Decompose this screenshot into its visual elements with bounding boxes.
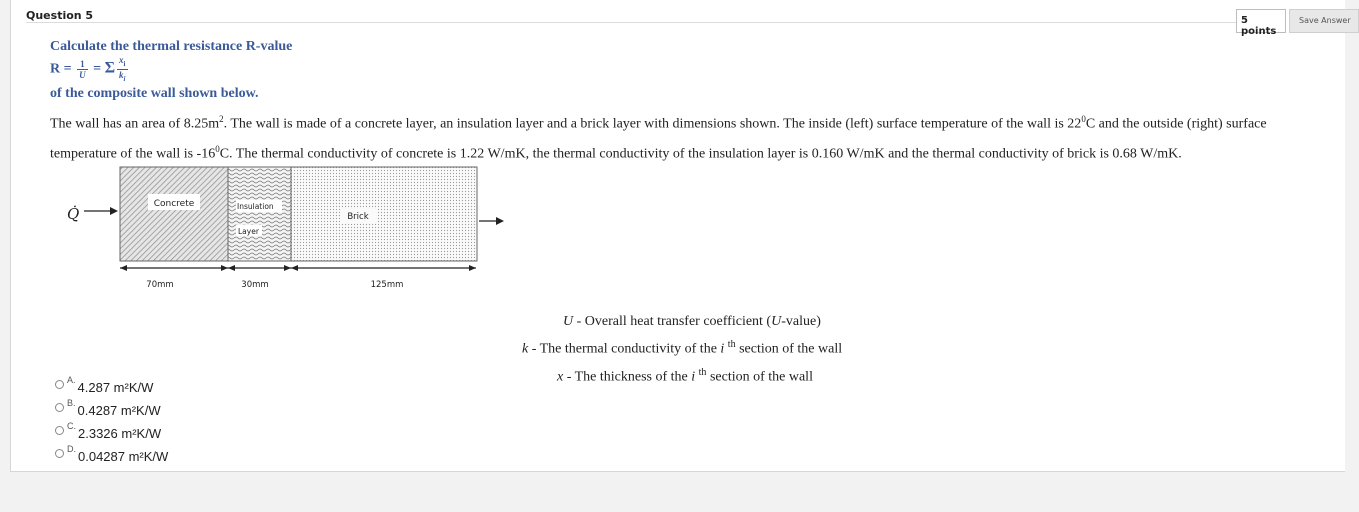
definition-k: k - The thermal conductivity of the i $^{th}$ section of the wall [522, 339, 843, 357]
concrete-layer [120, 167, 228, 261]
insulation-label: Insulation [237, 202, 274, 211]
radio-d[interactable] [55, 449, 64, 458]
choice-c[interactable]: C. 2.3326 m²K/W [55, 419, 168, 442]
r-value-formula: R = $\frac{1}{U}$ = Σ $\frac{x_i}{k_i}$ [50, 55, 126, 83]
definition-u: U - Overall heat transfer coefficient (U-value) [563, 314, 821, 329]
heat-flow-symbol: Q̇ [67, 205, 80, 223]
brick-layer [291, 167, 477, 261]
question-subheading: of the composite wall shown below. [50, 86, 259, 101]
radio-a[interactable] [55, 380, 64, 389]
answer-choices [55, 373, 168, 465]
save-answer-button[interactable]: Save Answer [1289, 9, 1359, 33]
radio-b[interactable] [55, 403, 64, 412]
question-heading: Calculate the thermal resistance R-value [50, 39, 293, 54]
composite-wall-diagram [50, 160, 510, 295]
header-divider [26, 22, 1236, 23]
dim-concrete: 70mm [146, 280, 174, 290]
choice-b[interactable]: B. 0.4287 m²K/W [55, 396, 168, 419]
question-body: The wall has an area of $8.25m^2$. The wall is made of a concrete layer, an insulation layer and a brick layer with dimensions shown. The inside (left) surface temperature of the wall is $22^0C$ and the outside (right) surface temperature of the wall is $-16^0C$. The thermal conductivity of concrete is 1.22 W/mK, the thermal conductivity of the insulation layer is 0.160 W/mK and the thermal conductivity of brick is 0.68 W/mK. [50, 114, 1267, 162]
variable-definitions [500, 310, 842, 388]
concrete-label: Concrete [153, 199, 195, 209]
choice-d[interactable]: D. 0.04287 m²K/W [55, 442, 168, 465]
definition-x: x - The thickness of the i $^{th}$ section of the wall [557, 366, 813, 385]
dim-brick: 125mm [370, 280, 404, 290]
brick-label: Brick [347, 212, 369, 222]
fraction-x-over-k: $\frac{x_i}{k_i}$ [119, 55, 126, 83]
question-title: Question 5 [26, 9, 94, 22]
points-badge: 5 points [1236, 9, 1286, 33]
fraction-one-over-u: $\frac{1}{U}$ [79, 58, 86, 80]
insulation-layer [228, 167, 291, 261]
choice-a[interactable]: A. 4.287 m²K/W [55, 373, 168, 396]
radio-c[interactable] [55, 426, 64, 435]
dim-insulation: 30mm [241, 280, 269, 290]
insulation-label-line2: Layer [238, 227, 259, 236]
